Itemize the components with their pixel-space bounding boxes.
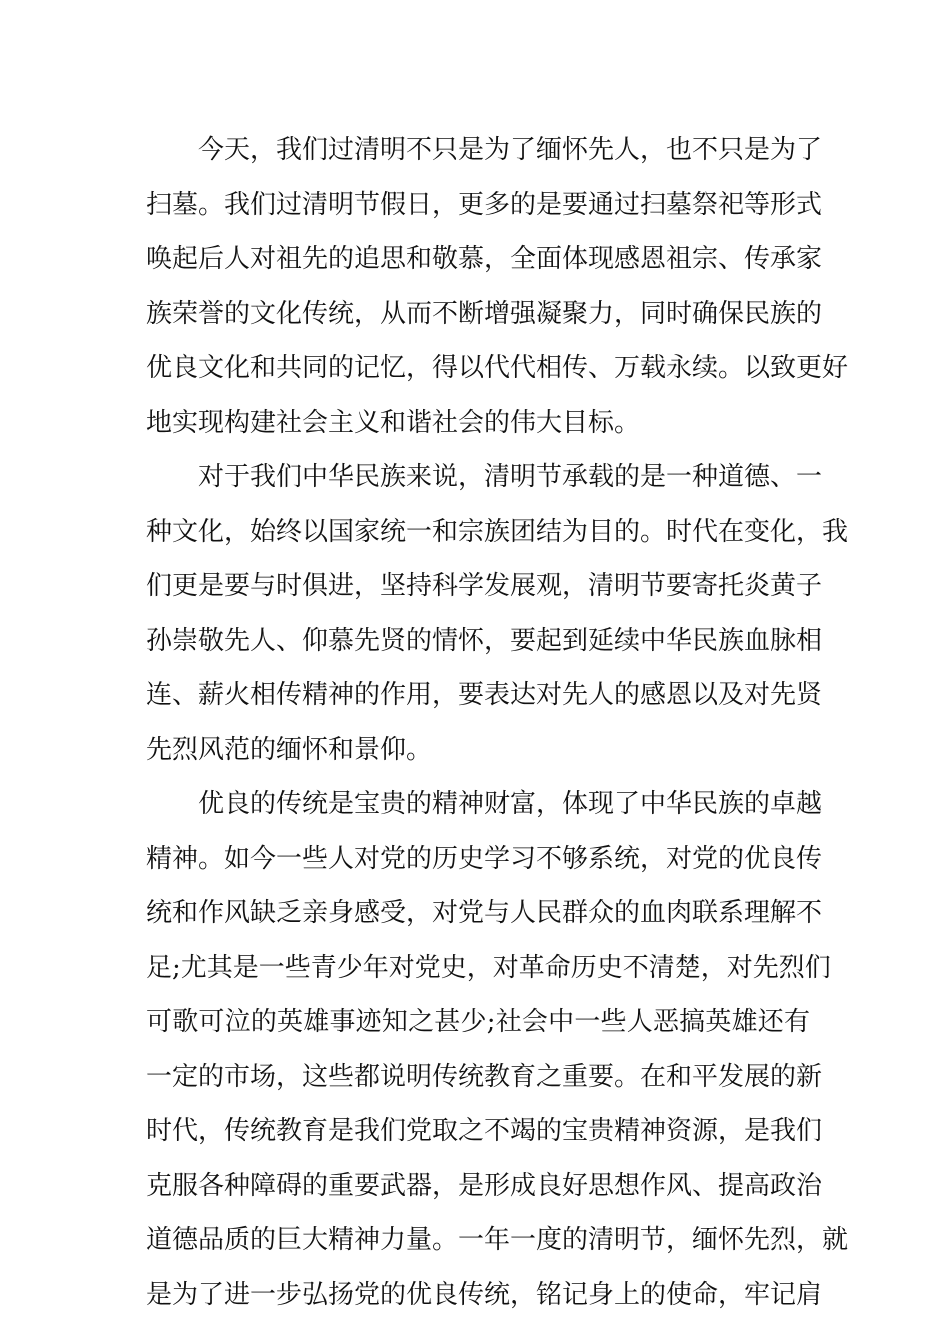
paragraph-3-line-7: 时代，传统教育是我们党取之不竭的宝贵精神资源，是我们 <box>146 1116 823 1146</box>
paragraph-1-line-2: 扫墓。我们过清明节假日，更多的是要通过扫墓祭祀等形式 <box>146 189 823 220</box>
paragraph-3-line-9: 道德品质的巨大精神力量。一年一度的清明节，缅怀先烈，就 <box>146 1225 849 1255</box>
paragraph-2-line-5: 连、薪火相传精神的作用，要表达对先人的感恩以及对先贤 <box>146 680 823 710</box>
paragraph-2-line-6: 先烈风范的缅怀和景仰。 <box>146 734 433 765</box>
paragraph-1-line-1: 今天，我们过清明不只是为了缅怀先人，也不只是为了 <box>198 135 823 165</box>
paragraph-1-line-3: 唤起后人对祖先的追思和敬慕，全面体现感恩祖宗、传承家 <box>146 244 823 274</box>
paragraph-3-line-6: 一定的市场，这些都说明传统教育之重要。在和平发展的新 <box>146 1061 823 1092</box>
paragraph-1-line-4: 族荣誉的文化传统，从而不断增强凝聚力，同时确保民族的 <box>146 298 823 329</box>
paragraph-3-line-4: 足;尤其是一些青少年对党史，对革命历史不清楚，对先烈们 <box>146 952 831 983</box>
paragraph-2-line-2: 种文化，始终以国家统一和宗族团结为目的。时代在变化，我 <box>146 516 849 547</box>
body-text <box>146 123 849 1322</box>
paragraph-3-line-8: 克服各种障碍的重要武器，是形成良好思想作风、提高政治 <box>146 1170 823 1201</box>
paragraph-3-line-5: 可歌可泣的英雄事迹知之甚少;社会中一些人恶搞英雄还有 <box>146 1007 810 1037</box>
paragraph-3-line-2: 精神。如今一些人对党的历史学习不够系统，对党的优良传 <box>146 843 823 874</box>
paragraph-2-line-4: 孙崇敬先人、仰慕先贤的情怀，要起到延续中华民族血脉相 <box>146 625 823 656</box>
paragraph-3-line-10: 是为了进一步弘扬党的优良传统，铭记身上的使命，牢记肩 <box>146 1279 823 1310</box>
paragraph-2-line-3: 们更是要与时俱进，坚持科学发展观，清明节要寄托炎黄子 <box>146 571 823 601</box>
paragraph-3-line-3: 统和作风缺乏亲身感受，对党与人民群众的血肉联系理解不 <box>146 898 823 928</box>
paragraph-1-line-6: 地实现构建社会主义和谐社会的伟大目标。 <box>146 407 641 438</box>
paragraph-3-line-1: 优良的传统是宝贵的精神财富，体现了中华民族的卓越 <box>198 789 823 819</box>
paragraph-1-line-5: 优良文化和共同的记忆，得以代代相传、万载永续。以致更好 <box>146 353 849 383</box>
paragraph-2-line-1: 对于我们中华民族来说，清明节承载的是一种道德、一 <box>198 462 823 492</box>
